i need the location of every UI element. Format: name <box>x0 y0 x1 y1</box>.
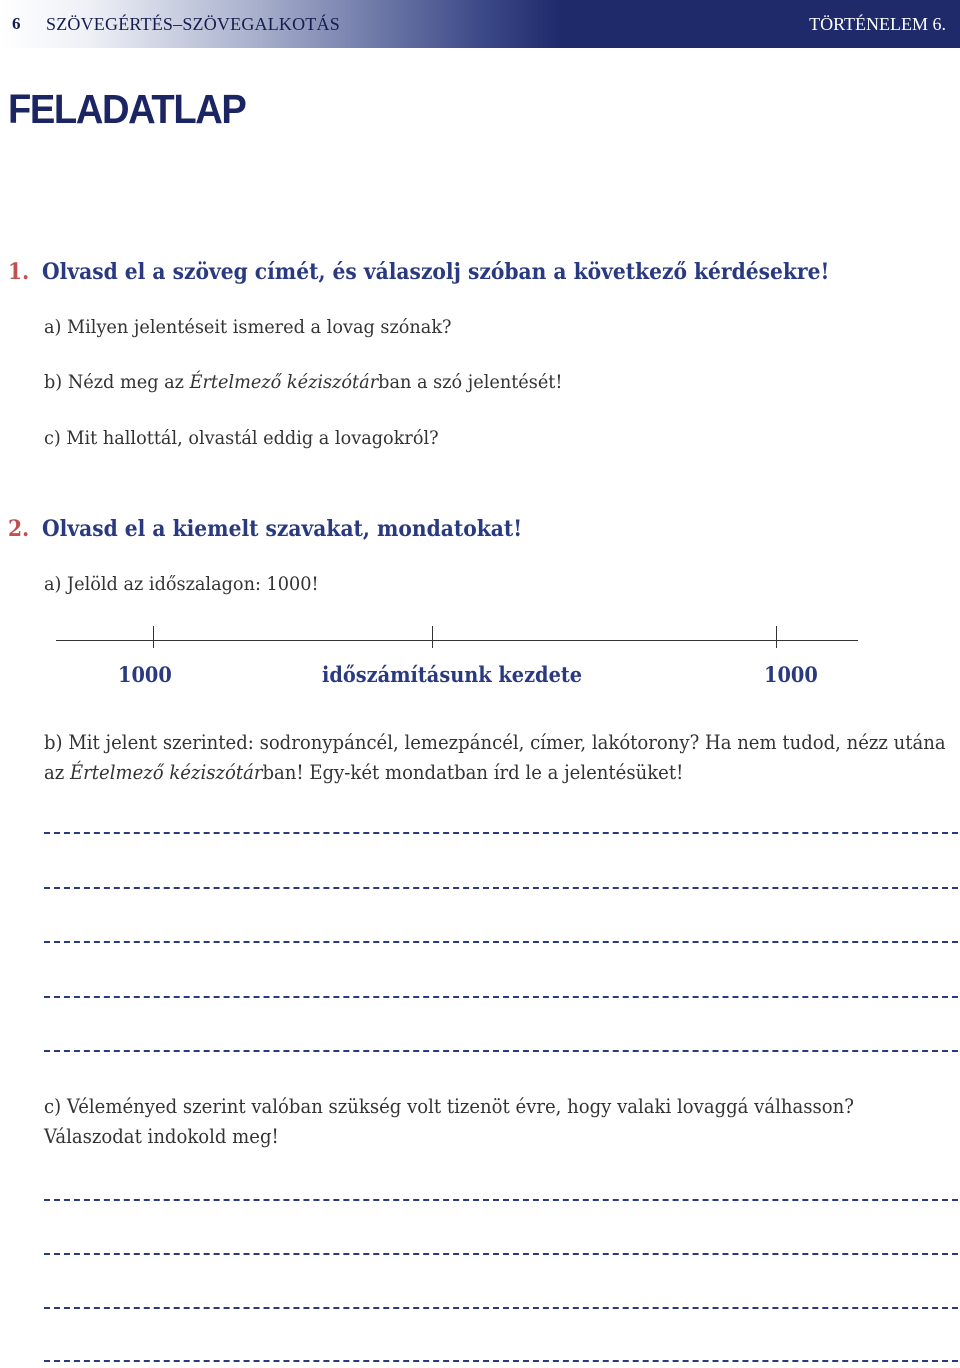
question-1a: a) Milyen jelentéseit ismered a lovag szónak? <box>44 316 452 338</box>
question-1c: c) Mit hallottál, olvastál eddig a lovagokról? <box>44 427 439 449</box>
question-1-text: Olvasd el a szöveg címét, és válaszolj szóban a következő kérdésekre! <box>42 259 830 285</box>
timeline-tick-left <box>153 626 154 648</box>
header-subject: SZÖVEGÉRTÉS–SZÖVEGALKOTÁS <box>46 14 340 34</box>
answer-line[interactable] <box>44 832 958 834</box>
question-1-heading <box>8 259 829 285</box>
header-course: TÖRTÉNELEM 6. <box>809 14 946 34</box>
answer-line[interactable] <box>44 996 958 998</box>
answer-line[interactable] <box>44 1253 958 1255</box>
page-header <box>0 0 960 48</box>
question-2a: a) Jelöld az időszalagon: 1000! <box>44 573 319 595</box>
question-2-number: 2. <box>8 516 30 542</box>
question-1b: b) Nézd meg az Értelmező kéziszótárban a szó jelentését! <box>44 371 563 393</box>
question-2c: c) Véleményed szerint valóban szükség volt tizenöt évre, hogy valaki lovaggá válhasson? Válaszodat indokold meg! <box>44 1095 854 1148</box>
question-2b: b) Mit jelent szerinted: sodronypáncél, lemezpáncél, címer, lakótorony? Ha nem tudod, nézz utána az Értelmező kéziszótárban! Egy-két mondatban írd le a jelentésüket! <box>44 731 946 784</box>
dictionary-title: Értelmező kéziszótár <box>189 371 379 393</box>
timeline-label-left: 1000 <box>118 662 172 687</box>
answer-line[interactable] <box>44 1199 958 1201</box>
answer-line[interactable] <box>44 1050 958 1052</box>
timeline-axis <box>56 640 858 641</box>
question-2-heading <box>8 516 522 542</box>
timeline-label-right: 1000 <box>764 662 818 687</box>
page-number: 6 <box>12 14 21 33</box>
question-1-number: 1. <box>8 259 30 285</box>
question-2-text: Olvasd el a kiemelt szavakat, mondatokat! <box>42 516 523 542</box>
answer-line[interactable] <box>44 941 958 943</box>
answer-line[interactable] <box>44 887 958 889</box>
timeline-tick-right <box>776 626 777 648</box>
dictionary-title: Értelmező kéziszótár <box>70 761 263 784</box>
timeline-label-center: időszámításunk kezdete <box>322 662 583 687</box>
timeline-tick-center <box>432 626 433 648</box>
answer-line[interactable] <box>44 1307 958 1309</box>
page-title: FELADATLAP <box>8 86 246 132</box>
answer-line[interactable] <box>44 1360 958 1362</box>
